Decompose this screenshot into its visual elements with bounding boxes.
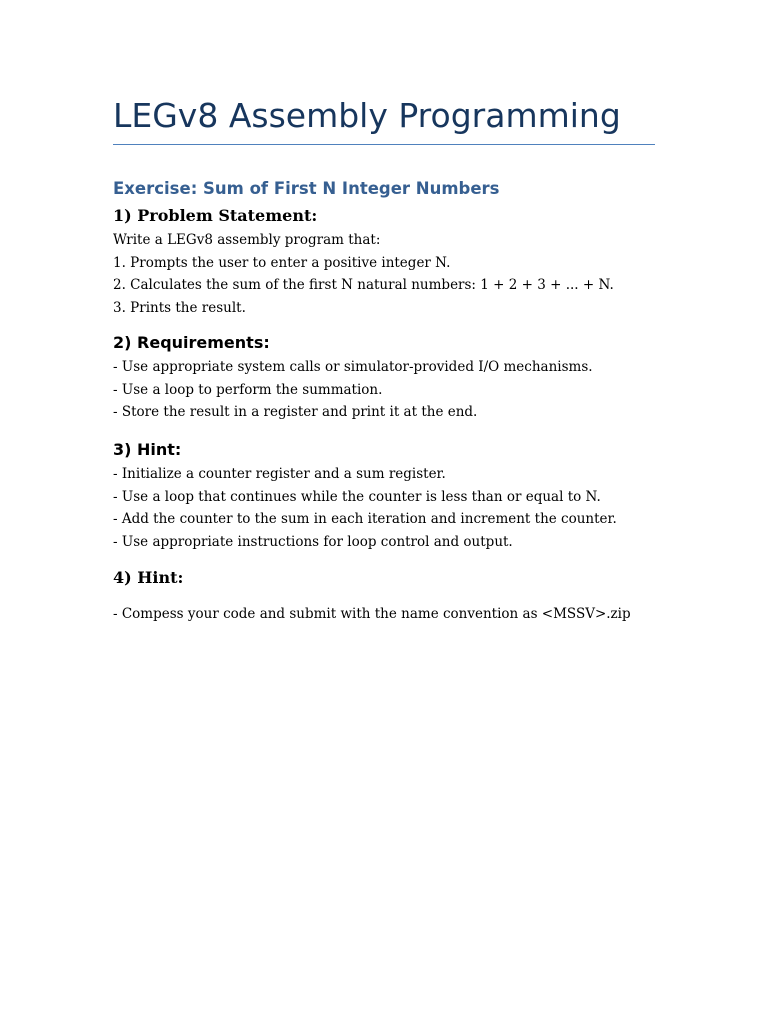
body-line: 1. Prompts the user to enter a positive integer N.: [113, 254, 451, 271]
body-line: 3. Prints the result.: [113, 299, 246, 316]
title-divider: [113, 144, 655, 145]
body-line: - Use a loop that continues while the counter is less than or equal to N.: [113, 488, 601, 505]
section-problem-statement: [113, 205, 655, 319]
body-line: - Initialize a counter register and a sum register.: [113, 466, 446, 482]
section-requirements: [113, 332, 655, 424]
body-line: - Store the result in a register and print it at the end.: [113, 404, 478, 420]
section-body: [113, 229, 655, 319]
body-line: - Use appropriate system calls or simulator-provided I/O mechanisms.: [113, 359, 593, 375]
section-body: [113, 603, 655, 626]
section-heading: 4) Hint:: [113, 568, 184, 587]
section-hint-4: [113, 567, 655, 626]
section-heading: 1) Problem Statement:: [113, 206, 318, 225]
body-line: - Compess your code and submit with the name convention as <MSSV>.zip: [113, 606, 631, 622]
section-heading: 2) Requirements:: [113, 333, 270, 352]
body-line: - Add the counter to the sum in each iteration and increment the counter.: [113, 511, 617, 527]
body-line: 2. Calculates the sum of the first N natural numbers: 1 + 2 + 3 + ... + N.: [113, 277, 614, 293]
body-line: - Use a loop to perform the summation.: [113, 381, 383, 398]
section-body: [113, 356, 655, 424]
body-line: Write a LEGv8 assembly program that:: [113, 232, 381, 248]
document-title: LEGv8 Assembly Programming: [113, 96, 621, 135]
body-line: - Use appropriate instructions for loop control and output.: [113, 533, 513, 550]
section-body: [113, 463, 655, 553]
section-heading: 3) Hint:: [113, 440, 182, 459]
exercise-subtitle: Exercise: Sum of First N Integer Numbers: [113, 179, 500, 198]
section-hint-3: [113, 439, 655, 553]
